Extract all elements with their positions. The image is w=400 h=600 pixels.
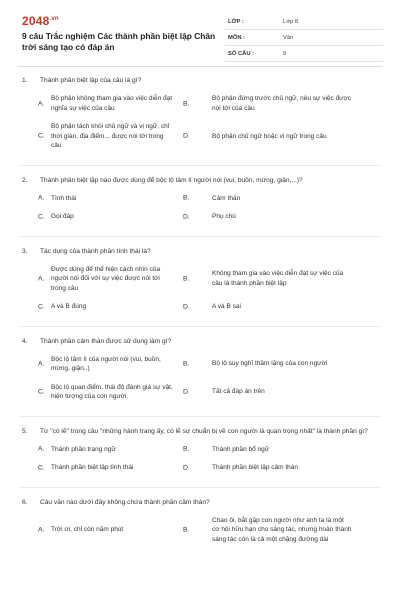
- question-item: [0, 176, 400, 222]
- question-prompt: Thành phần biệt lập nào được dùng để bộc lộ tâm lí người nói (vui, buồn, mừng, giận,...)?: [40, 176, 303, 184]
- option-row: [0, 122, 400, 151]
- option-letter: B.: [183, 275, 190, 282]
- option-text: Phụ chú: [212, 213, 236, 220]
- option-text: Cảm thán: [212, 194, 241, 202]
- option-text: Không tham gia vào việc diễn đạt sự việc của câu là thành phần biệt lập: [212, 270, 344, 287]
- option-row: [0, 355, 400, 374]
- page-header: [0, 0, 400, 64]
- answer-option[interactable]: [0, 355, 173, 374]
- answer-option[interactable]: [173, 94, 363, 113]
- question-divider: [18, 326, 382, 327]
- question-number: 4.: [22, 337, 28, 345]
- answer-option[interactable]: [173, 445, 363, 455]
- question-text: [0, 337, 400, 347]
- question-number: 5.: [22, 427, 28, 435]
- option-letter: A.: [38, 445, 45, 453]
- question-list: [0, 76, 400, 558]
- answer-option[interactable]: [0, 463, 173, 473]
- answer-option[interactable]: [0, 383, 173, 402]
- option-letter: B.: [183, 194, 190, 202]
- option-letter: D.: [183, 213, 190, 220]
- option-text: Bộ phận đứng trước chủ ngữ, nêu sự việc được nói tới của câu: [212, 95, 352, 112]
- question-number: 3.: [22, 247, 28, 255]
- answer-option[interactable]: [0, 194, 173, 204]
- option-row: [0, 194, 400, 204]
- question-item: [0, 427, 400, 473]
- answer-option[interactable]: [0, 94, 173, 113]
- answer-option[interactable]: [0, 265, 173, 294]
- answer-option[interactable]: [173, 463, 363, 473]
- option-letter: D.: [183, 464, 190, 471]
- logo-suffix: .vn: [49, 16, 59, 22]
- option-row: [0, 445, 400, 455]
- option-row: [0, 383, 400, 402]
- meta-value: 9: [283, 51, 287, 57]
- question-text: [0, 498, 400, 508]
- question-item: [0, 498, 400, 545]
- option-text: Bộc lộ quan điểm, thái độ đánh giá sự vật, hiện tượng của con người: [51, 383, 173, 400]
- option-text: Được dùng để thể hiện cách nhìn của người nói đối với sự việc được nói tới trong câu: [51, 265, 161, 292]
- answer-options: [0, 265, 400, 312]
- question-divider: [18, 236, 382, 237]
- option-letter: D.: [183, 132, 190, 140]
- option-text: Bộ phận không tham gia vào việc diễn đạt nghĩa sự việc của câu: [51, 95, 173, 112]
- option-letter: B.: [183, 360, 190, 368]
- question-item: [0, 337, 400, 402]
- option-text: Tất cả đáp án trên: [212, 388, 265, 396]
- option-text: Bộ phận tách khỏi chủ ngữ và vị ngữ, chỉ thời gian, địa điểm... được nói tới trong câu: [51, 123, 170, 149]
- option-text: Trời ơi, chỉ còn năm phút: [51, 526, 124, 533]
- option-letter: A.: [38, 99, 45, 107]
- option-text: Bộ lộ suy nghĩ thầm lặng của con người: [212, 360, 328, 368]
- option-letter: B.: [183, 526, 190, 533]
- meta-label: MÔN :: [228, 35, 246, 41]
- option-text: Thành phần biệt lập cảm thán: [212, 464, 299, 471]
- answer-options: [0, 94, 400, 151]
- meta-row: [225, 30, 383, 46]
- option-letter: C.: [38, 303, 45, 310]
- option-row: [0, 463, 400, 473]
- meta-row: [225, 14, 383, 30]
- question-prompt: Từ "có lẽ" trong câu "những hành trang ấy, có lẽ sự chuẩn bị về con người là quan trọng nhất" là thành phần gì?: [40, 427, 368, 435]
- answer-options: [0, 355, 400, 402]
- option-row: [0, 516, 400, 545]
- answer-option[interactable]: [173, 194, 363, 204]
- option-letter: A.: [38, 194, 45, 202]
- answer-option[interactable]: [0, 212, 173, 222]
- option-letter: B.: [183, 99, 190, 107]
- question-text: [0, 76, 400, 86]
- option-text: Chao ôi, bắt gặp con người như anh ta là một cơ hội hữu hạn cho sáng tác, nhưng hoàn thành sáng tác còn là cả một chặng đường dài: [212, 516, 352, 543]
- option-letter: A.: [38, 275, 45, 282]
- question-item: [0, 247, 400, 312]
- option-row: [0, 265, 400, 294]
- question-item: [0, 76, 400, 151]
- option-text: Tình thái: [51, 194, 77, 202]
- meta-label: SỐ CÂU :: [228, 51, 255, 57]
- question-number: 6.: [22, 498, 28, 506]
- answer-options: [0, 445, 400, 473]
- option-text: Bộc lộ tâm lí của người nói (vui, buồn, mừng, giận..): [51, 355, 161, 372]
- option-letter: D.: [183, 388, 190, 396]
- meta-value: Văn: [283, 35, 294, 41]
- answer-option[interactable]: [0, 122, 173, 151]
- answer-option[interactable]: [0, 302, 173, 312]
- option-letter: C.: [38, 464, 45, 471]
- answer-option[interactable]: [173, 516, 363, 545]
- question-prompt: Thành phần biệt lập của câu là gì?: [40, 77, 142, 84]
- question-text: [0, 427, 400, 437]
- question-divider: [18, 165, 382, 166]
- option-text: Thành phần biệt lập tình thái: [51, 464, 134, 471]
- logo-main: 2048: [22, 14, 50, 28]
- option-letter: B.: [183, 445, 190, 453]
- option-text: A và B sai: [212, 303, 241, 310]
- option-text: A và B đúng: [51, 303, 87, 310]
- site-logo[interactable]: [22, 14, 59, 28]
- option-letter: D.: [183, 303, 190, 310]
- option-text: Bộ phận chủ ngữ hoặc vị ngữ trong câu: [212, 132, 327, 140]
- page-title: 9 câu Trắc nghiệm Các thành phần biệt lập Chân trời sáng tạo có đáp án: [22, 31, 216, 52]
- answer-option[interactable]: [173, 132, 363, 142]
- question-prompt: Tác dụng của thành phần tình thái là?: [40, 247, 151, 255]
- answer-option[interactable]: [173, 212, 363, 222]
- meta-label: LỚP :: [228, 19, 244, 25]
- meta-row: [225, 46, 383, 62]
- option-letter: A.: [38, 526, 45, 533]
- answer-options: [0, 194, 400, 222]
- answer-option[interactable]: [173, 269, 363, 288]
- question-divider: [18, 416, 382, 417]
- answer-option[interactable]: [0, 525, 173, 535]
- question-text: [0, 176, 400, 186]
- option-letter: C.: [38, 132, 45, 140]
- option-text: Gọi đáp: [51, 213, 74, 220]
- option-letter: A.: [38, 360, 45, 368]
- option-row: [0, 302, 400, 312]
- answer-option[interactable]: [173, 359, 363, 369]
- question-divider: [18, 487, 382, 488]
- option-letter: C.: [38, 388, 45, 396]
- question-text: [0, 247, 400, 257]
- question-prompt: Thành phần cảm thán được sử dụng làm gì?: [40, 337, 172, 345]
- answer-option[interactable]: [0, 445, 173, 455]
- question-number: 2.: [22, 176, 28, 184]
- option-letter: C.: [38, 213, 45, 220]
- question-number: 1.: [22, 77, 28, 84]
- answer-option[interactable]: [173, 302, 363, 312]
- meta-value: Lớp 8: [283, 19, 299, 25]
- answer-options: [0, 516, 400, 545]
- option-text: Thành phần trạng ngữ: [51, 445, 116, 453]
- option-row: [0, 212, 400, 222]
- question-prompt: Câu văn nào dưới đây không chứa thành phần cảm thán?: [40, 498, 210, 506]
- header-divider: [18, 66, 382, 67]
- option-row: [0, 94, 400, 113]
- meta-table: [225, 14, 383, 62]
- answer-option[interactable]: [173, 387, 363, 397]
- option-text: Thành phần bổ ngữ: [212, 445, 270, 453]
